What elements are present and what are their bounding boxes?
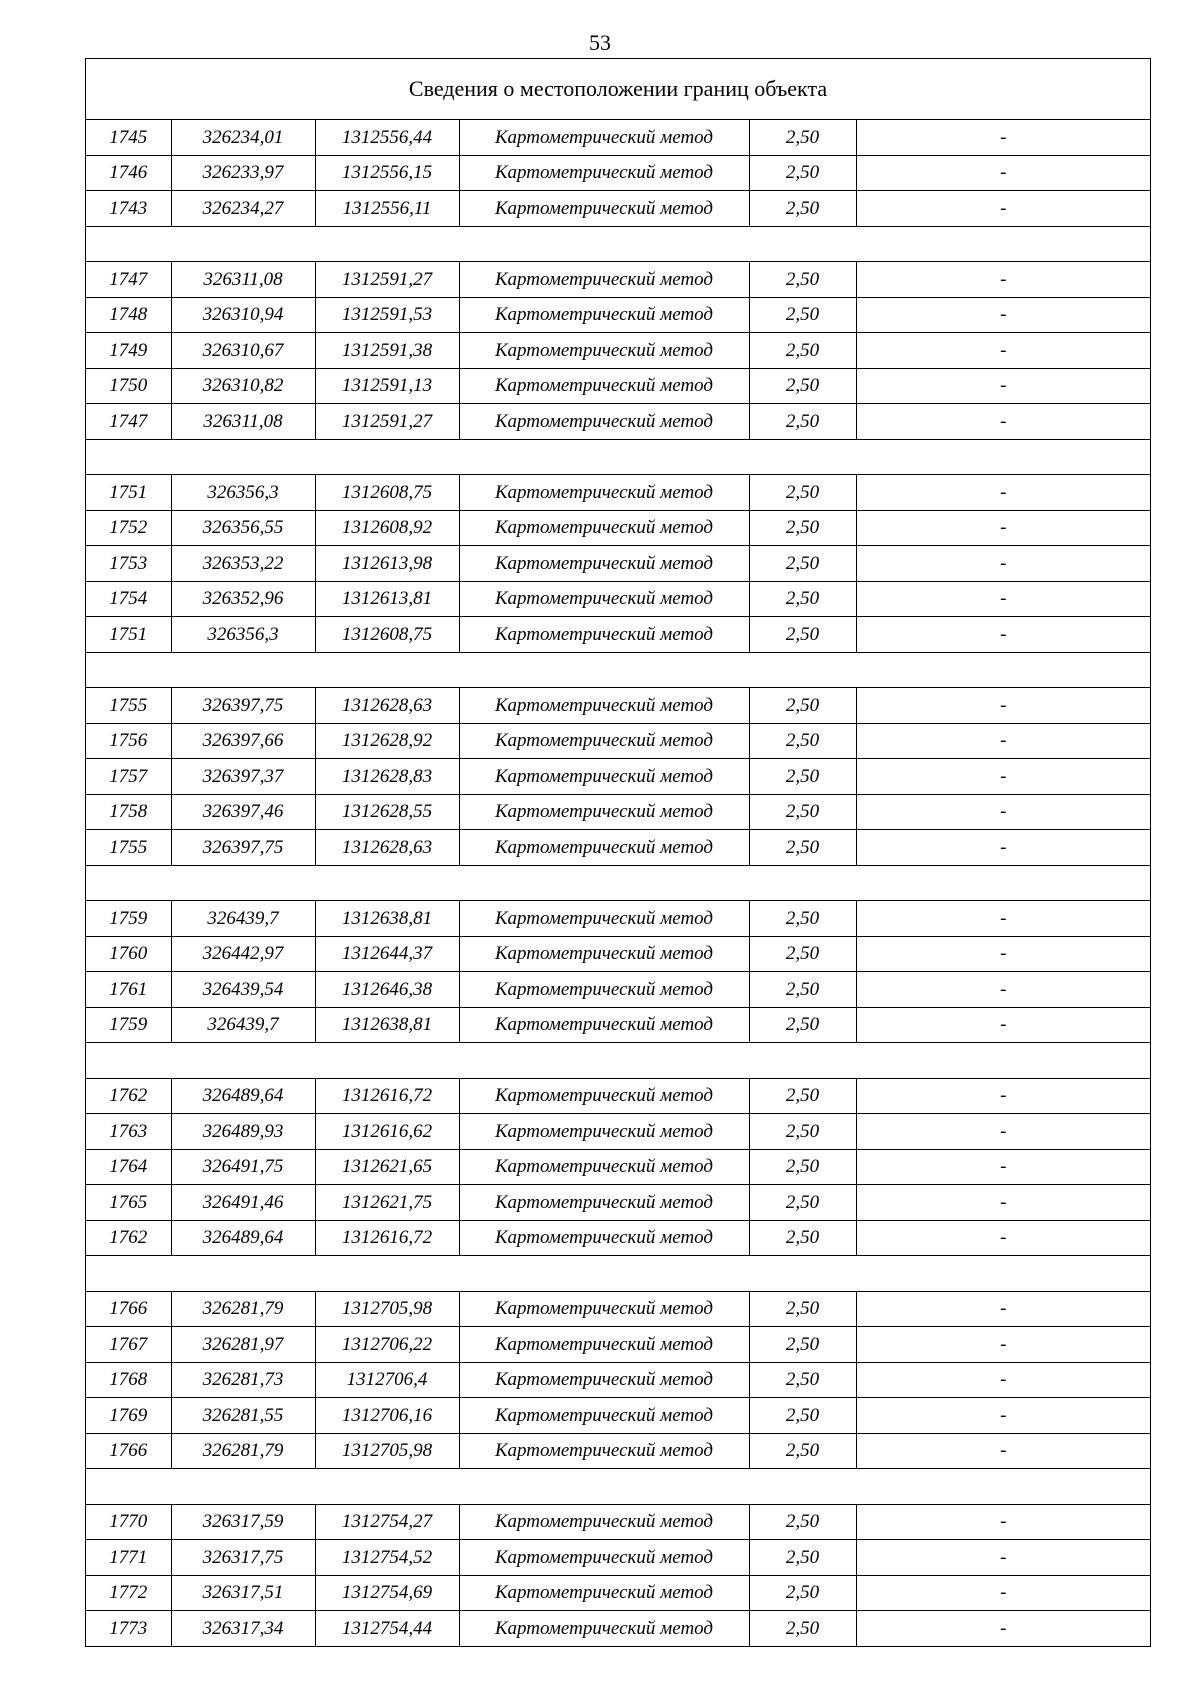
point-number-cell: 1761 xyxy=(86,972,171,1008)
boundary-table-sheet xyxy=(85,58,1151,1647)
x-coordinate-cell: 326310,67 xyxy=(171,333,315,369)
accuracy-cell: 2,50 xyxy=(749,333,856,369)
x-coordinate-cell: 326397,46 xyxy=(171,794,315,830)
x-coordinate-cell: 326310,82 xyxy=(171,368,315,404)
description-cell: - xyxy=(856,1575,1150,1611)
description-cell: - xyxy=(856,1078,1150,1114)
description-cell: - xyxy=(856,1398,1150,1434)
point-number-cell: 1762 xyxy=(86,1078,171,1114)
accuracy-cell: 2,50 xyxy=(749,617,856,653)
point-number-cell: 1759 xyxy=(86,1007,171,1043)
y-coordinate-cell: 1312608,75 xyxy=(315,475,459,511)
accuracy-cell: 2,50 xyxy=(749,368,856,404)
table-row xyxy=(86,581,1150,617)
point-number-cell: 1746 xyxy=(86,155,171,191)
table-row xyxy=(86,688,1150,724)
table-row xyxy=(86,262,1150,298)
accuracy-cell: 2,50 xyxy=(749,830,856,866)
point-number-cell: 1764 xyxy=(86,1149,171,1185)
accuracy-cell: 2,50 xyxy=(749,155,856,191)
y-coordinate-cell: 1312616,62 xyxy=(315,1114,459,1150)
accuracy-cell: 2,50 xyxy=(749,581,856,617)
method-cell: Картометрический метод xyxy=(459,1433,749,1469)
accuracy-cell: 2,50 xyxy=(749,794,856,830)
accuracy-cell: 2,50 xyxy=(749,1220,856,1256)
point-number-cell: 1747 xyxy=(86,404,171,440)
table-row xyxy=(86,830,1150,866)
y-coordinate-cell: 1312705,98 xyxy=(315,1433,459,1469)
accuracy-cell: 2,50 xyxy=(749,1611,856,1646)
group-separator-row xyxy=(86,865,1150,901)
accuracy-cell: 2,50 xyxy=(749,1504,856,1540)
point-number-cell: 1751 xyxy=(86,617,171,653)
separator-cell xyxy=(86,865,1150,901)
point-number-cell: 1749 xyxy=(86,333,171,369)
x-coordinate-cell: 326397,75 xyxy=(171,830,315,866)
y-coordinate-cell: 1312556,44 xyxy=(315,120,459,155)
x-coordinate-cell: 326439,7 xyxy=(171,901,315,937)
point-number-cell: 1750 xyxy=(86,368,171,404)
point-number-cell: 1771 xyxy=(86,1540,171,1576)
table-row xyxy=(86,723,1150,759)
x-coordinate-cell: 326281,73 xyxy=(171,1362,315,1398)
accuracy-cell: 2,50 xyxy=(749,759,856,795)
accuracy-cell: 2,50 xyxy=(749,262,856,298)
x-coordinate-cell: 326439,7 xyxy=(171,1007,315,1043)
description-cell: - xyxy=(856,936,1150,972)
group-separator-row xyxy=(86,1256,1150,1292)
table-row xyxy=(86,1362,1150,1398)
x-coordinate-cell: 326397,75 xyxy=(171,688,315,724)
accuracy-cell: 2,50 xyxy=(749,191,856,227)
point-number-cell: 1743 xyxy=(86,191,171,227)
accuracy-cell: 2,50 xyxy=(749,972,856,1008)
point-number-cell: 1762 xyxy=(86,1220,171,1256)
y-coordinate-cell: 1312616,72 xyxy=(315,1078,459,1114)
table-row xyxy=(86,1220,1150,1256)
y-coordinate-cell: 1312621,65 xyxy=(315,1149,459,1185)
accuracy-cell: 2,50 xyxy=(749,1575,856,1611)
method-cell: Картометрический метод xyxy=(459,901,749,937)
x-coordinate-cell: 326491,75 xyxy=(171,1149,315,1185)
accuracy-cell: 2,50 xyxy=(749,1327,856,1363)
y-coordinate-cell: 1312754,44 xyxy=(315,1611,459,1646)
accuracy-cell: 2,50 xyxy=(749,1149,856,1185)
group-separator-row xyxy=(86,1043,1150,1079)
accuracy-cell: 2,50 xyxy=(749,1398,856,1434)
y-coordinate-cell: 1312608,92 xyxy=(315,510,459,546)
point-number-cell: 1752 xyxy=(86,510,171,546)
table-row xyxy=(86,1575,1150,1611)
x-coordinate-cell: 326234,27 xyxy=(171,191,315,227)
y-coordinate-cell: 1312706,16 xyxy=(315,1398,459,1434)
x-coordinate-cell: 326234,01 xyxy=(171,120,315,155)
description-cell: - xyxy=(856,1114,1150,1150)
description-cell: - xyxy=(856,546,1150,582)
group-separator-row xyxy=(86,439,1150,475)
y-coordinate-cell: 1312706,22 xyxy=(315,1327,459,1363)
description-cell: - xyxy=(856,404,1150,440)
point-number-cell: 1745 xyxy=(86,120,171,155)
description-cell: - xyxy=(856,617,1150,653)
method-cell: Картометрический метод xyxy=(459,617,749,653)
y-coordinate-cell: 1312644,37 xyxy=(315,936,459,972)
description-cell: - xyxy=(856,688,1150,724)
y-coordinate-cell: 1312705,98 xyxy=(315,1291,459,1327)
accuracy-cell: 2,50 xyxy=(749,901,856,937)
table-row xyxy=(86,1007,1150,1043)
accuracy-cell: 2,50 xyxy=(749,1007,856,1043)
table-row xyxy=(86,475,1150,511)
y-coordinate-cell: 1312591,27 xyxy=(315,262,459,298)
x-coordinate-cell: 326353,22 xyxy=(171,546,315,582)
y-coordinate-cell: 1312754,27 xyxy=(315,1504,459,1540)
y-coordinate-cell: 1312591,38 xyxy=(315,333,459,369)
point-number-cell: 1765 xyxy=(86,1185,171,1221)
description-cell: - xyxy=(856,1185,1150,1221)
method-cell: Картометрический метод xyxy=(459,794,749,830)
accuracy-cell: 2,50 xyxy=(749,404,856,440)
method-cell: Картометрический метод xyxy=(459,936,749,972)
point-number-cell: 1760 xyxy=(86,936,171,972)
x-coordinate-cell: 326397,37 xyxy=(171,759,315,795)
y-coordinate-cell: 1312628,63 xyxy=(315,688,459,724)
method-cell: Картометрический метод xyxy=(459,262,749,298)
method-cell: Картометрический метод xyxy=(459,1185,749,1221)
accuracy-cell: 2,50 xyxy=(749,120,856,155)
y-coordinate-cell: 1312628,92 xyxy=(315,723,459,759)
x-coordinate-cell: 326281,55 xyxy=(171,1398,315,1434)
description-cell: - xyxy=(856,333,1150,369)
y-coordinate-cell: 1312638,81 xyxy=(315,901,459,937)
point-number-cell: 1757 xyxy=(86,759,171,795)
point-number-cell: 1763 xyxy=(86,1114,171,1150)
method-cell: Картометрический метод xyxy=(459,1398,749,1434)
method-cell: Картометрический метод xyxy=(459,1114,749,1150)
method-cell: Картометрический метод xyxy=(459,759,749,795)
method-cell: Картометрический метод xyxy=(459,723,749,759)
table-row xyxy=(86,1504,1150,1540)
x-coordinate-cell: 326489,64 xyxy=(171,1220,315,1256)
point-number-cell: 1755 xyxy=(86,830,171,866)
method-cell: Картометрический метод xyxy=(459,1362,749,1398)
x-coordinate-cell: 326311,08 xyxy=(171,404,315,440)
y-coordinate-cell: 1312706,4 xyxy=(315,1362,459,1398)
x-coordinate-cell: 326317,59 xyxy=(171,1504,315,1540)
description-cell: - xyxy=(856,475,1150,511)
table-row xyxy=(86,617,1150,653)
accuracy-cell: 2,50 xyxy=(749,688,856,724)
point-number-cell: 1758 xyxy=(86,794,171,830)
description-cell: - xyxy=(856,297,1150,333)
method-cell: Картометрический метод xyxy=(459,1149,749,1185)
method-cell: Картометрический метод xyxy=(459,510,749,546)
separator-cell xyxy=(86,1043,1150,1079)
table-row xyxy=(86,191,1150,227)
y-coordinate-cell: 1312556,15 xyxy=(315,155,459,191)
description-cell: - xyxy=(856,759,1150,795)
method-cell: Картометрический метод xyxy=(459,1220,749,1256)
table-row xyxy=(86,155,1150,191)
y-coordinate-cell: 1312638,81 xyxy=(315,1007,459,1043)
method-cell: Картометрический метод xyxy=(459,1007,749,1043)
table-row xyxy=(86,404,1150,440)
group-separator-row xyxy=(86,652,1150,688)
group-separator-row xyxy=(86,226,1150,262)
method-cell: Картометрический метод xyxy=(459,120,749,155)
method-cell: Картометрический метод xyxy=(459,297,749,333)
y-coordinate-cell: 1312616,72 xyxy=(315,1220,459,1256)
method-cell: Картометрический метод xyxy=(459,546,749,582)
table-row xyxy=(86,936,1150,972)
table-row xyxy=(86,1114,1150,1150)
table-row xyxy=(86,1185,1150,1221)
x-coordinate-cell: 326310,94 xyxy=(171,297,315,333)
accuracy-cell: 2,50 xyxy=(749,1362,856,1398)
x-coordinate-cell: 326439,54 xyxy=(171,972,315,1008)
separator-cell xyxy=(86,1256,1150,1292)
table-row xyxy=(86,546,1150,582)
description-cell: - xyxy=(856,1504,1150,1540)
point-number-cell: 1754 xyxy=(86,581,171,617)
table-row xyxy=(86,333,1150,369)
table-row xyxy=(86,1327,1150,1363)
method-cell: Картометрический метод xyxy=(459,1291,749,1327)
x-coordinate-cell: 326317,34 xyxy=(171,1611,315,1646)
method-cell: Картометрический метод xyxy=(459,1540,749,1576)
y-coordinate-cell: 1312613,98 xyxy=(315,546,459,582)
x-coordinate-cell: 326233,97 xyxy=(171,155,315,191)
x-coordinate-cell: 326281,97 xyxy=(171,1327,315,1363)
description-cell: - xyxy=(856,1433,1150,1469)
accuracy-cell: 2,50 xyxy=(749,1114,856,1150)
point-number-cell: 1751 xyxy=(86,475,171,511)
accuracy-cell: 2,50 xyxy=(749,723,856,759)
point-number-cell: 1770 xyxy=(86,1504,171,1540)
method-cell: Картометрический метод xyxy=(459,1327,749,1363)
point-number-cell: 1766 xyxy=(86,1291,171,1327)
x-coordinate-cell: 326311,08 xyxy=(171,262,315,298)
x-coordinate-cell: 326317,75 xyxy=(171,1540,315,1576)
description-cell: - xyxy=(856,120,1150,155)
description-cell: - xyxy=(856,723,1150,759)
description-cell: - xyxy=(856,1362,1150,1398)
method-cell: Картометрический метод xyxy=(459,1504,749,1540)
description-cell: - xyxy=(856,901,1150,937)
x-coordinate-cell: 326491,46 xyxy=(171,1185,315,1221)
description-cell: - xyxy=(856,581,1150,617)
description-cell: - xyxy=(856,262,1150,298)
separator-cell xyxy=(86,439,1150,475)
x-coordinate-cell: 326281,79 xyxy=(171,1291,315,1327)
x-coordinate-cell: 326442,97 xyxy=(171,936,315,972)
method-cell: Картометрический метод xyxy=(459,404,749,440)
point-number-cell: 1766 xyxy=(86,1433,171,1469)
x-coordinate-cell: 326397,66 xyxy=(171,723,315,759)
group-separator-row xyxy=(86,1469,1150,1505)
y-coordinate-cell: 1312608,75 xyxy=(315,617,459,653)
table-row xyxy=(86,1078,1150,1114)
description-cell: - xyxy=(856,510,1150,546)
method-cell: Картометрический метод xyxy=(459,155,749,191)
point-number-cell: 1759 xyxy=(86,901,171,937)
method-cell: Картометрический метод xyxy=(459,475,749,511)
x-coordinate-cell: 326356,3 xyxy=(171,617,315,653)
point-number-cell: 1768 xyxy=(86,1362,171,1398)
accuracy-cell: 2,50 xyxy=(749,1078,856,1114)
description-cell: - xyxy=(856,155,1150,191)
table-row xyxy=(86,120,1150,155)
description-cell: - xyxy=(856,1007,1150,1043)
point-number-cell: 1756 xyxy=(86,723,171,759)
x-coordinate-cell: 326317,51 xyxy=(171,1575,315,1611)
accuracy-cell: 2,50 xyxy=(749,1185,856,1221)
table-title: Сведения о местоположении границ объекта xyxy=(86,59,1150,120)
point-number-cell: 1772 xyxy=(86,1575,171,1611)
accuracy-cell: 2,50 xyxy=(749,475,856,511)
y-coordinate-cell: 1312556,11 xyxy=(315,191,459,227)
point-number-cell: 1748 xyxy=(86,297,171,333)
table-row xyxy=(86,1398,1150,1434)
page-number: 53 xyxy=(589,30,611,55)
table-row xyxy=(86,794,1150,830)
point-number-cell: 1753 xyxy=(86,546,171,582)
description-cell: - xyxy=(856,1220,1150,1256)
table-row xyxy=(86,972,1150,1008)
description-cell: - xyxy=(1000,1617,1007,1639)
table-row xyxy=(86,759,1150,795)
table-row xyxy=(86,1149,1150,1185)
accuracy-cell: 2,50 xyxy=(749,936,856,972)
description-cell: - xyxy=(856,794,1150,830)
x-coordinate-cell: 326356,55 xyxy=(171,510,315,546)
table-row xyxy=(86,368,1150,404)
accuracy-cell: 2,50 xyxy=(749,1540,856,1576)
y-coordinate-cell: 1312621,75 xyxy=(315,1185,459,1221)
y-coordinate-cell: 1312591,53 xyxy=(315,297,459,333)
table-row xyxy=(86,901,1150,937)
x-coordinate-cell: 326352,96 xyxy=(171,581,315,617)
y-coordinate-cell: 1312754,52 xyxy=(315,1540,459,1576)
accuracy-cell: 2,50 xyxy=(749,510,856,546)
separator-cell xyxy=(86,652,1150,688)
point-number-cell: 1769 xyxy=(86,1398,171,1434)
description-cell: - xyxy=(856,368,1150,404)
point-number-cell: 1755 xyxy=(86,688,171,724)
accuracy-cell: 2,50 xyxy=(749,1291,856,1327)
y-coordinate-cell: 1312646,38 xyxy=(315,972,459,1008)
y-coordinate-cell: 1312628,63 xyxy=(315,830,459,866)
method-cell: Картометрический метод xyxy=(459,333,749,369)
x-coordinate-cell: 326489,64 xyxy=(171,1078,315,1114)
method-cell: Картометрический метод xyxy=(459,581,749,617)
point-number-cell: 1747 xyxy=(86,262,171,298)
description-cell: - xyxy=(856,1540,1150,1576)
table-row xyxy=(86,1540,1150,1576)
description-cell: - xyxy=(856,191,1150,227)
accuracy-cell: 2,50 xyxy=(749,1433,856,1469)
separator-cell xyxy=(86,226,1150,262)
table-row xyxy=(86,1433,1150,1469)
accuracy-cell: 2,50 xyxy=(749,546,856,582)
y-coordinate-cell: 1312754,69 xyxy=(315,1575,459,1611)
method-cell: Картометрический метод xyxy=(459,1611,749,1646)
table-row xyxy=(86,297,1150,333)
x-coordinate-cell: 326489,93 xyxy=(171,1114,315,1150)
x-coordinate-cell: 326281,79 xyxy=(171,1433,315,1469)
y-coordinate-cell: 1312613,81 xyxy=(315,581,459,617)
point-number-cell: 1767 xyxy=(86,1327,171,1363)
description-cell: - xyxy=(856,830,1150,866)
method-cell: Картометрический метод xyxy=(459,191,749,227)
accuracy-cell: 2,50 xyxy=(749,297,856,333)
description-cell: - xyxy=(856,1327,1150,1363)
description-cell: - xyxy=(856,1291,1150,1327)
description-cell: - xyxy=(856,1149,1150,1185)
method-cell: Картометрический метод xyxy=(459,1575,749,1611)
method-cell: Картометрический метод xyxy=(459,1078,749,1114)
boundary-points-table xyxy=(86,120,1150,1646)
separator-cell xyxy=(86,1469,1150,1505)
y-coordinate-cell: 1312628,83 xyxy=(315,759,459,795)
table-row xyxy=(86,1611,1150,1646)
y-coordinate-cell: 1312591,27 xyxy=(315,404,459,440)
y-coordinate-cell: 1312628,55 xyxy=(315,794,459,830)
method-cell: Картометрический метод xyxy=(459,830,749,866)
x-coordinate-cell: 326356,3 xyxy=(171,475,315,511)
method-cell: Картометрический метод xyxy=(459,368,749,404)
table-row xyxy=(86,1291,1150,1327)
point-number-cell: 1773 xyxy=(86,1611,171,1646)
y-coordinate-cell: 1312591,13 xyxy=(315,368,459,404)
method-cell: Картометрический метод xyxy=(459,688,749,724)
description-cell: - xyxy=(856,972,1150,1008)
table-row xyxy=(86,510,1150,546)
method-cell: Картометрический метод xyxy=(459,972,749,1008)
